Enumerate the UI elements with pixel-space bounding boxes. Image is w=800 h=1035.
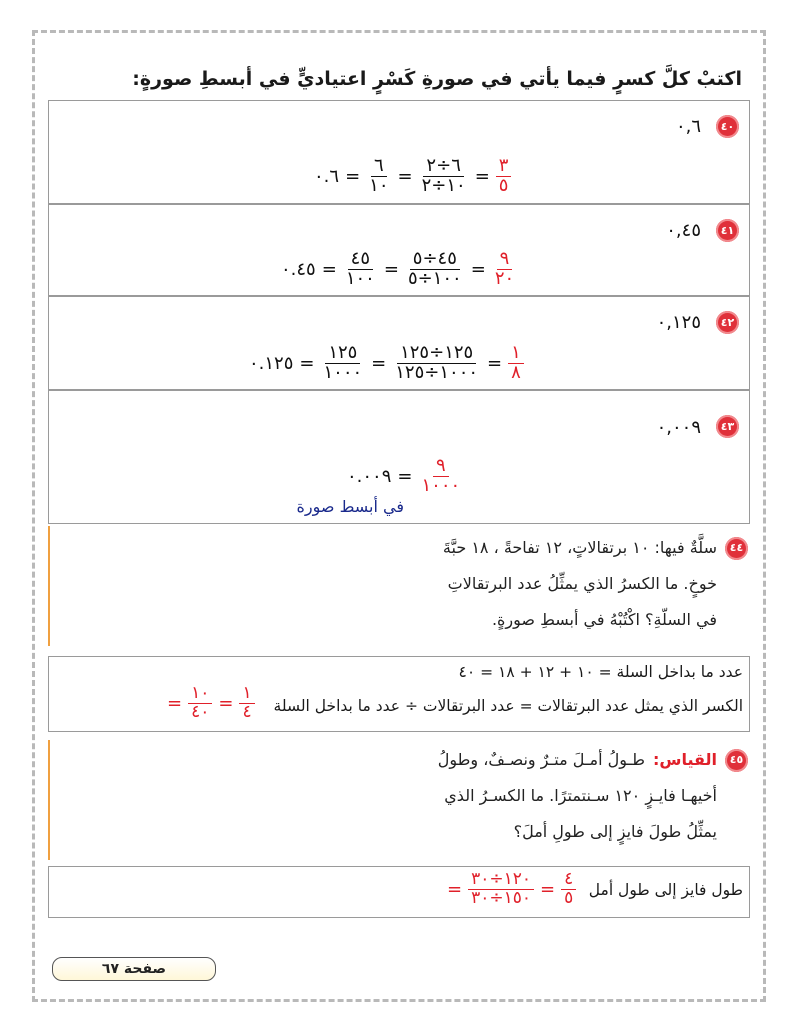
- problem-line: يمثِّلُ طولَ فايزٍ إلى طولِ أملَ؟: [513, 822, 717, 841]
- answer-text: طول فايز إلى طول أمل: [588, 881, 743, 899]
- answer-fraction-equation: $\frac{١}{٤}$ = $\frac{١٠}{٤٠}$ =: [167, 685, 255, 722]
- problem-decimal: ٠,٠٠٩: [656, 417, 701, 438]
- decimal-value: ٠.٤٥: [281, 258, 316, 280]
- margin-mark: [48, 526, 50, 646]
- answer-line: عدد ما بداخل السلة = ١٠ + ١٢ + ١٨ = ٤٠: [458, 663, 743, 681]
- problem-decimal: ٠,٤٥: [666, 220, 701, 241]
- base-fraction: $\frac{٤٥}{١٠٠}$: [345, 248, 375, 289]
- decimal-value: ٠.٠٠٩: [347, 465, 392, 487]
- solution-equation: $\frac{٣}{٥}$ = $\frac{٦\div ٢}{١٠\div ٢}$ = $\frac{٦}{١٠}$ = ٠.٦: [314, 157, 511, 196]
- problem-line: سلَّةٌ فيها: ١٠ برتقالاتٍ، ١٢ تفاحةً ، ١٨ حبَّةَ: [442, 538, 717, 557]
- answer-line: الكسر الذي يمثل عدد البرتقالات = عدد البرتقالات ÷ عدد ما بداخل السلة: [273, 697, 743, 715]
- problem-41-box: [48, 204, 750, 296]
- solution-equation: $\frac{٩}{١٠٠٠}$ = ٠.٠٠٩: [347, 457, 463, 496]
- answer-fraction-equation: $\frac{٤}{٥}$ = $\frac{١٢٠\div ٣٠}{١٥٠\div ٣٠}$ =: [447, 871, 576, 908]
- problem-number-badge: ٤٥: [725, 749, 748, 772]
- result-fraction: $\frac{٤}{٥}$: [561, 871, 576, 908]
- problem-line: طـولُ أمـلَ متـرٌ ونصـفٌ، وطولُ: [437, 750, 645, 769]
- margin-mark: [48, 740, 50, 860]
- base-fraction: $\frac{١٢٥}{١٠٠٠}$: [323, 342, 363, 383]
- division-fraction: $\frac{٦\div ٢}{١٠\div ٢}$: [421, 155, 466, 196]
- problem-number-badge: ٤٠: [716, 115, 739, 138]
- problem-line: أخيهـا فايـزٍ ١٢٠ سـنتمترًا. ما الكسـرُ الذي: [444, 786, 717, 805]
- simplified-fraction: $\frac{١}{٤}$: [239, 685, 254, 722]
- problem-number-badge: ٤٢: [716, 311, 739, 334]
- base-fraction: $\frac{٦}{١٠}$: [369, 155, 389, 196]
- simplest-form-note: في أبسط صورة: [296, 497, 404, 516]
- problem-42-box: [48, 296, 750, 390]
- result-fraction: $\frac{٣}{٥}$: [496, 157, 512, 196]
- page-title: اكتبْ كلَّ كسرٍ فيما يأتي في صورةِ كَسْرٍ اعتياديٍّ في أبسطِ صورةٍ:: [132, 68, 742, 90]
- division-fraction: $\frac{١٢٠\div ٣٠}{١٥٠\div ٣٠}$: [468, 871, 534, 908]
- page-number-label: صفحة ٦٧: [52, 957, 216, 981]
- decimal-value: ٠.١٢٥: [249, 352, 294, 374]
- problem-line: خوخٍ. ما الكسرُ الذي يمثِّلُ عدد البرتقالاتِ: [447, 574, 717, 593]
- division-fraction: $\frac{١٢٥\div ١٢٥}{١٠٠٠\div ١٢٥}$: [395, 342, 479, 383]
- problem-44-answer-box: [48, 656, 750, 732]
- problem-44-text: [108, 530, 748, 638]
- problem-number-badge: ٤٤: [725, 537, 748, 560]
- division-fraction: $\frac{٤٥\div ٥}{١٠٠\div ٥}$: [407, 248, 462, 289]
- problem-decimal: ٠,١٢٥: [656, 312, 701, 333]
- decimal-value: ٠.٦: [314, 165, 340, 187]
- problem-number-badge: ٤٣: [716, 415, 739, 438]
- problem-45-text: [108, 742, 748, 850]
- problem-line: في السلّةِ؟ اكْتُبْهُ في أبسطِ صورةٍ.: [491, 610, 717, 629]
- problem-45-answer-box: [48, 866, 750, 918]
- problem-40-box: [48, 100, 750, 204]
- problem-number-badge: ٤١: [716, 219, 739, 242]
- result-fraction: $\frac{٩}{٢٠}$: [494, 248, 515, 289]
- ratio-fraction: $\frac{١٠}{٤٠}$: [188, 685, 212, 722]
- solution-equation: $\frac{٩}{٢٠}$ = $\frac{٤٥\div ٥}{١٠٠\div ٥}$ = $\frac{٤٥}{١٠٠}$ = ٠.٤٥: [281, 250, 517, 289]
- problem-label: القياس:: [652, 750, 717, 769]
- problem-decimal: ٠,٦: [675, 116, 701, 137]
- result-fraction: $\frac{٩}{١٠٠٠}$: [421, 455, 461, 496]
- problem-43-box: [48, 390, 750, 524]
- result-fraction: $\frac{١}{٨}$: [508, 344, 524, 383]
- solution-equation: $\frac{١}{٨}$ = $\frac{١٢٥\div ١٢٥}{١٠٠٠\div ١٢٥}$ = $\frac{١٢٥}{١٠٠٠}$ = ٠.١٢٥: [249, 344, 524, 383]
